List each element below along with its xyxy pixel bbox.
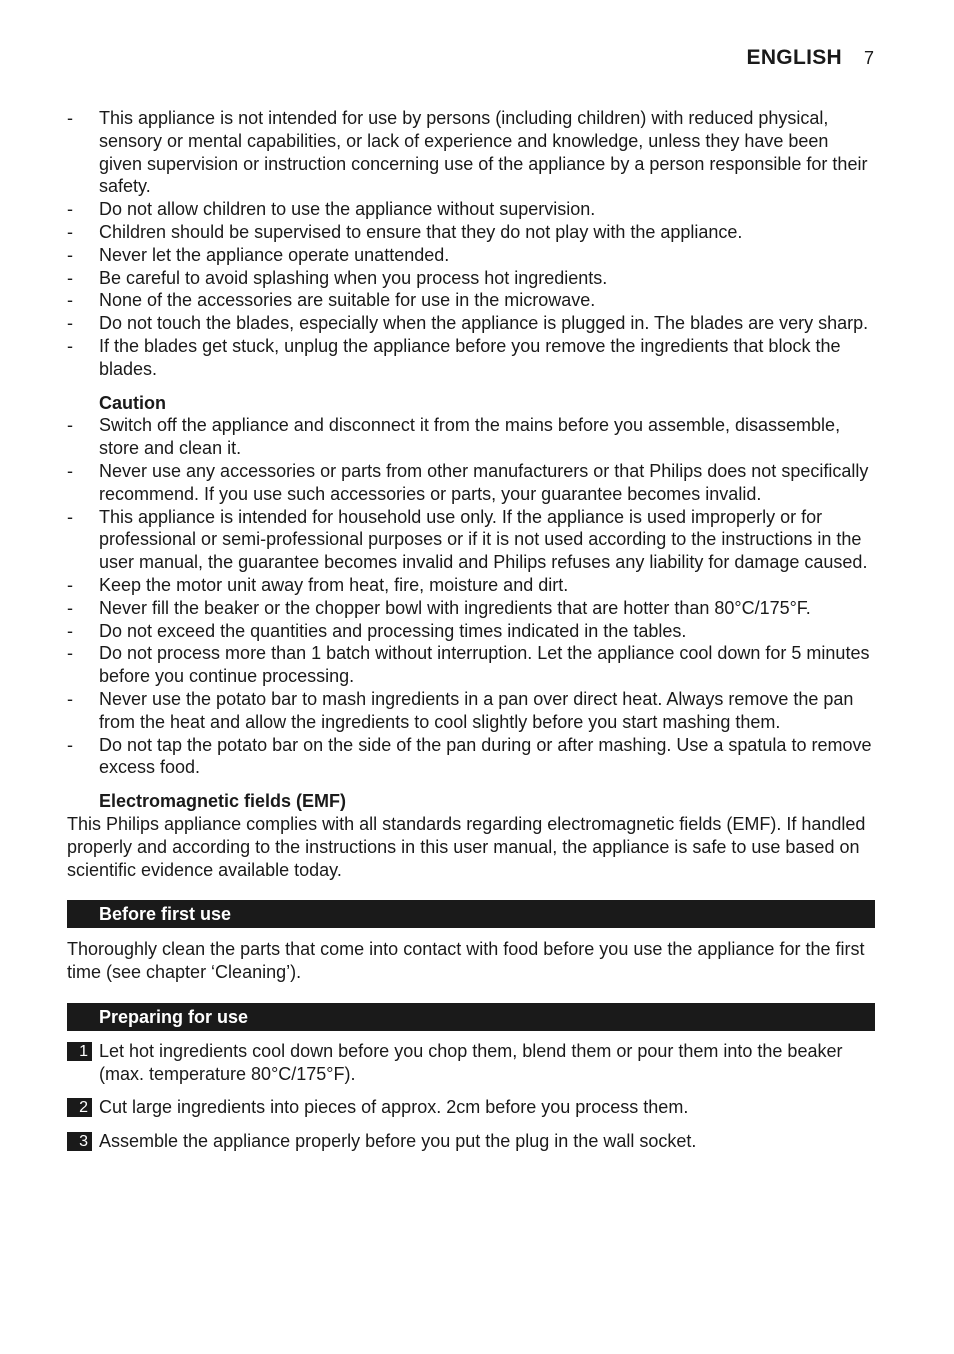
list-item: - Never use the potato bar to mash ingredients in a pan over direct heat. Always remove the pan from the heat and allow the ingredients to cool slightly before you start mashing them. <box>67 688 875 734</box>
step-number: 3 <box>67 1132 92 1151</box>
caution-heading: Caution <box>99 392 166 413</box>
list-item: - Never fill the beaker or the chopper bowl with ingredients that are hotter than 80°C/175°F. <box>67 597 875 620</box>
list-item: - None of the accessories are suitable for use in the microwave. <box>67 289 875 312</box>
caution-list <box>67 414 875 779</box>
step-text: Assemble the appliance properly before you put the plug in the wall socket. <box>99 1131 697 1152</box>
step-number: 1 <box>67 1042 92 1061</box>
list-item: - Children should be supervised to ensure that they do not play with the appliance. <box>67 221 875 244</box>
list-item: - Do not tap the potato bar on the side of the pan during or after mashing. Use a spatula to remove excess food. <box>67 734 875 780</box>
list-item: - Do not allow children to use the appliance without supervision. <box>67 198 875 221</box>
language-label: ENGLISH <box>746 46 842 69</box>
step-text: Cut large ingredients into pieces of approx. 2cm before you process them. <box>99 1097 689 1118</box>
list-item: - This appliance is not intended for use by persons (including children) with reduced physical, sensory or mental capabilities, or lack of experience and knowledge, unless they have been given supervision or instruction concerning use of the appliance by a person responsible for their safety. <box>67 107 875 198</box>
list-item: - Do not touch the blades, especially when the appliance is plugged in. The blades are very sharp. <box>67 312 875 335</box>
warning-list <box>67 107 875 381</box>
emf-heading: Electromagnetic fields (EMF) <box>99 791 347 812</box>
page-number: 7 <box>863 48 874 68</box>
list-item: - Keep the motor unit away from heat, fire, moisture and dirt. <box>67 574 875 597</box>
list-item: - Never let the appliance operate unattended. <box>67 244 875 267</box>
step-number: 2 <box>67 1098 92 1117</box>
step-item <box>67 1096 875 1119</box>
step-text: Let hot ingredients cool down before you chop them, blend them or pour them into the beaker (max. temperature 80°C/175°F). <box>99 1040 843 1084</box>
list-item: - Do not exceed the quantities and processing times indicated in the tables. <box>67 620 875 643</box>
before-first-use-paragraph: Thoroughly clean the parts that come into contact with food before you use the appliance for the first time (see chapter ‘Cleaning’). <box>67 939 865 983</box>
page-header <box>747 47 874 70</box>
emf-paragraph: This Philips appliance complies with all standards regarding electromagnetic fields (EMF). If handled properly and according to the instructions in this user manual, the appliance is safe to use based on scientific evidence available today. <box>67 813 866 880</box>
list-item: - If the blades get stuck, unplug the appliance before you remove the ingredients that block the blades. <box>67 335 875 381</box>
page-content <box>67 107 875 1153</box>
list-item: - Switch off the appliance and disconnect it from the mains before you assemble, disassemble, store and clean it. <box>67 414 875 460</box>
preparing-for-use-heading: Preparing for use <box>67 1003 875 1031</box>
step-item <box>67 1040 875 1086</box>
list-item: - Be careful to avoid splashing when you process hot ingredients. <box>67 267 875 290</box>
step-item <box>67 1130 875 1153</box>
list-item: - Do not process more than 1 batch without interruption. Let the appliance cool down for 5 minutes before you continue processing. <box>67 642 875 688</box>
list-item: - Never use any accessories or parts from other manufacturers or that Philips does not specifically recommend. If you use such accessories or parts, your guarantee becomes invalid. <box>67 460 875 506</box>
list-item: - This appliance is intended for household use only. If the appliance is used improperly or for professional or semi-professional purposes or if it is not used according to the instructions in the user manual, the guarantee becomes invalid and Philips refuses any liability for damage caused. <box>67 506 875 574</box>
before-first-use-heading: Before first use <box>67 900 875 928</box>
